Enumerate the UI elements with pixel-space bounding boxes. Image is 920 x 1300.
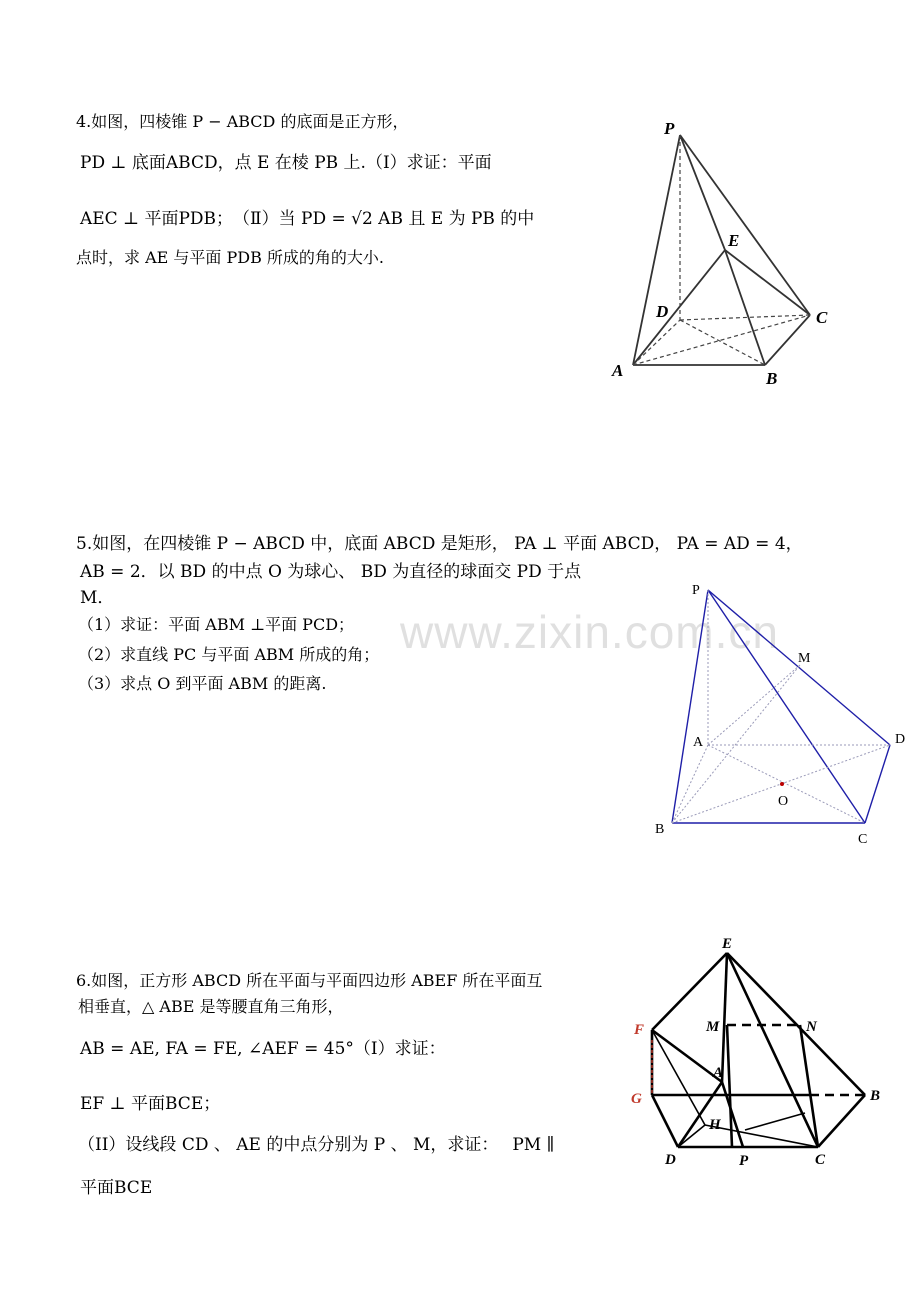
fig6-label-E: E	[722, 936, 733, 952]
fig5-label-D: D	[895, 732, 906, 747]
fig6-label-P: P	[739, 1153, 749, 1169]
problem5-line1: 5.如图，在四棱锥 P − ABCD 中，底面 ABCD 是矩形， PA ⊥ 平面 ABCD， PA = AD = 4，	[76, 534, 803, 554]
watermark: www.zixin.com.cn	[400, 606, 779, 658]
fig4-label-C: C	[816, 308, 828, 327]
fig5-label-P: P	[692, 583, 700, 598]
fig5-label-C: C	[858, 832, 868, 847]
problem6-line1: 6.如图，正方形 ABCD 所在平面与平面四边形 ABEF 所在平面互	[76, 971, 543, 990]
fig6-label-C: C	[815, 1152, 826, 1168]
fig4-label-D: D	[656, 302, 669, 321]
problem5-line2: AB = 2．以 BD 的中点 O 为球心、 BD 为直径的球面交 PD 于点	[80, 562, 582, 582]
fig5-label-O: O	[778, 794, 789, 809]
fig5-label-M: M	[798, 651, 811, 666]
problem6-line3: AB = AE, FA = FE, ∠AEF = 45°（I）求证：	[80, 1039, 446, 1059]
problem4-line2: PD ⊥ 底面ABCD，点 E 在棱 PB 上.（Ⅰ）求证：平面	[80, 153, 492, 173]
problem5-line6: （3）求点 O 到平面 ABM 的距离.	[78, 674, 327, 693]
problem6-line2: 相垂直，△ ABE 是等腰直角三角形，	[78, 997, 344, 1016]
fig5-label-B: B	[655, 822, 665, 837]
fig6-label-F: F	[634, 1022, 645, 1038]
fig6-label-M: M	[706, 1019, 720, 1035]
fig4-label-B: B	[766, 369, 778, 388]
fig6-label-H: H	[709, 1117, 721, 1133]
problem4-line1: 4.如图，四棱锥 P − ABCD 的底面是正方形，	[76, 112, 409, 131]
fig4-label-P: P	[664, 119, 675, 138]
fig6-label-N: N	[806, 1019, 817, 1035]
problem6-line4: EF ⊥ 平面BCE；	[80, 1094, 221, 1114]
problem5-line4: （1）求证：平面 ABM ⊥平面 PCD；	[78, 615, 355, 634]
problem5-line3: M．	[80, 588, 115, 608]
problem4-line3: AEC ⊥ 平面PDB； （Ⅱ）当 PD = √2 AB 且 E 为 PB 的中	[80, 209, 535, 229]
fig4-label-A: A	[612, 361, 624, 380]
problem4-line4: 点时，求 AE 与平面 PDB 所成的角的大小.	[76, 248, 385, 267]
fig6-label-G: G	[631, 1091, 642, 1107]
problem6-line5: （II）设线段 CD 、 AE 的中点分别为 P 、 M，求证： PM ∥	[78, 1135, 555, 1155]
fig6-label-B: B	[870, 1088, 881, 1104]
problem5-line5: （2）求直线 PC 与平面 ABM 所成的角；	[78, 645, 380, 664]
fig6-label-A: A	[713, 1065, 724, 1081]
fig5-label-A: A	[693, 735, 704, 750]
problem6-line6: 平面BCE	[80, 1178, 153, 1198]
fig6-label-D: D	[665, 1152, 676, 1168]
fig4-label-E: E	[728, 231, 740, 250]
